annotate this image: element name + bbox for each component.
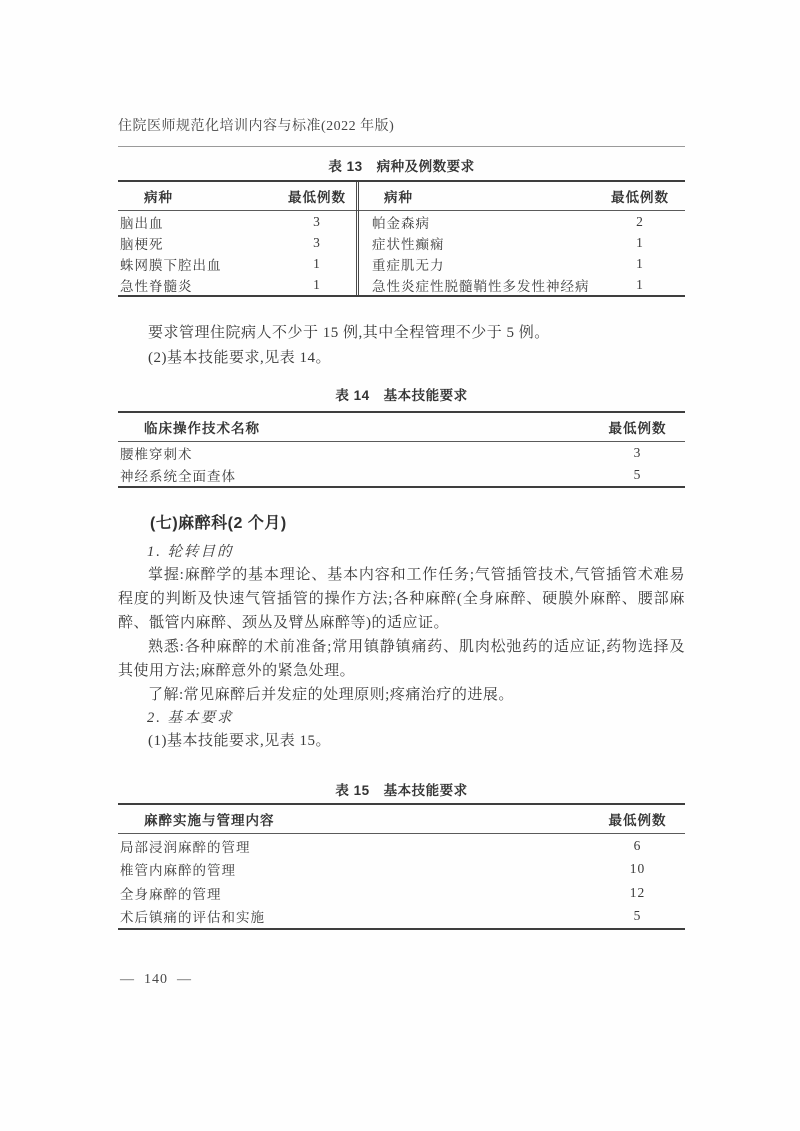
table14-header-min: 最低例数 — [608, 421, 667, 436]
paragraph-understand: 了解:常见麻醉后并发症的处理原则;疼痛治疗的进展。 — [148, 687, 514, 703]
table-row — [118, 442, 685, 464]
table13-header-min-right: 最低例数 — [611, 190, 669, 205]
table14-header-row — [118, 413, 685, 442]
disease-cell: 急性脊髓炎 — [120, 278, 193, 294]
table15-header-content: 麻醉实施与管理内容 — [144, 813, 275, 828]
table-row — [118, 834, 685, 858]
anesthesia-content-cell: 全身麻醉的管理 — [120, 886, 222, 902]
paragraph-management-requirement: 要求管理住院病人不少于 15 例,其中全程管理不少于 5 例。 — [148, 325, 550, 341]
section-item-basic-requirements: 2. 基本要求 — [147, 710, 234, 726]
anesthesia-content-cell: 局部浸润麻醉的管理 — [120, 839, 251, 855]
min-cases-cell: 3 — [313, 213, 321, 229]
table-row — [118, 464, 685, 486]
anesthesia-content-cell: 椎管内麻醉的管理 — [120, 863, 236, 879]
disease-cell: 帕金森病 — [372, 215, 430, 231]
table14-header-skill: 临床操作技术名称 — [144, 421, 260, 436]
table13-title — [118, 156, 685, 178]
table13 — [118, 180, 685, 297]
table-row — [118, 905, 685, 929]
min-cases-cell: 1 — [636, 234, 644, 250]
table13-header-row — [118, 182, 685, 211]
min-cases-cell: 1 — [313, 276, 321, 292]
table14-label: 表 14 — [335, 388, 370, 403]
table13-label: 表 13 — [328, 159, 363, 174]
footer-dash-right: — — [177, 972, 192, 987]
table14-title — [118, 385, 685, 407]
table-row — [118, 881, 685, 905]
skill-cell: 腰椎穿刺术 — [120, 447, 193, 462]
disease-cell: 重症肌无力 — [372, 257, 445, 273]
table-row — [118, 211, 685, 232]
table-row — [118, 858, 685, 882]
disease-cell: 症状性癫痫 — [372, 236, 445, 252]
table13-header-disease-right: 病种 — [384, 190, 413, 205]
min-cases-cell: 5 — [633, 467, 642, 482]
table-row — [118, 232, 685, 253]
min-cases-cell: 1 — [636, 276, 644, 292]
min-cases-cell: 6 — [633, 837, 642, 853]
section-item-rotation-purpose: 1. 轮转目的 — [147, 544, 234, 560]
paragraph-see-table14: (2)基本技能要求,见表 14。 — [148, 350, 331, 366]
table-row — [118, 253, 685, 274]
min-cases-cell: 5 — [633, 908, 642, 924]
min-cases-cell: 2 — [636, 213, 644, 229]
table15 — [118, 803, 685, 930]
page-number: 140 — [144, 972, 168, 987]
page-footer — [120, 972, 192, 988]
anesthesia-content-cell: 术后镇痛的评估和实施 — [120, 910, 265, 926]
paragraph-master: 掌握:麻醉学的基本理论、基本内容和工作任务;气管插管技术,气管插管术难易程度的判断及快速气管插管的操作方法;各种麻醉(全身麻醉、硬膜外麻醉、腰部麻醉、骶管内麻醉、颈丛及臂丛麻醉等)的适应证。 — [118, 567, 685, 631]
min-cases-cell: 10 — [629, 861, 646, 877]
paragraph-see-table15: (1)基本技能要求,见表 15。 — [148, 733, 331, 749]
table15-label: 表 15 — [335, 783, 370, 798]
table13-name: 病种及例数要求 — [376, 159, 475, 174]
table15-header-row — [118, 805, 685, 834]
min-cases-cell: 12 — [629, 884, 646, 900]
paragraph-familiar: 熟悉:各种麻醉的术前准备;常用镇静镇痛药、肌肉松弛药的适应证,药物选择及其使用方法;麻醉意外的紧急处理。 — [118, 639, 685, 679]
table13-header-disease-left: 病种 — [144, 190, 173, 205]
min-cases-cell: 3 — [313, 234, 321, 250]
running-header: 住院医师规范化培训内容与标准(2022 年版) — [118, 116, 685, 147]
table-row — [118, 274, 685, 295]
table14-name: 基本技能要求 — [383, 388, 468, 403]
table13-header-min-left: 最低例数 — [288, 190, 346, 205]
disease-cell: 急性炎症性脱髓鞘性多发性神经病 — [372, 278, 590, 294]
table15-header-min: 最低例数 — [608, 813, 667, 828]
min-cases-cell: 3 — [633, 445, 642, 460]
table13-column-divider — [356, 182, 359, 295]
table15-name: 基本技能要求 — [383, 783, 468, 798]
min-cases-cell: 1 — [636, 255, 644, 271]
footer-dash-left: — — [120, 972, 135, 987]
section-heading-anesthesiology: (七)麻醉科(2 个月) — [150, 515, 287, 532]
min-cases-cell: 1 — [313, 255, 321, 271]
disease-cell: 脑梗死 — [120, 236, 164, 252]
table15-title — [118, 780, 685, 802]
disease-cell: 脑出血 — [120, 215, 164, 231]
page-content — [118, 116, 685, 930]
table14 — [118, 411, 685, 488]
skill-cell: 神经系统全面查体 — [120, 469, 236, 484]
disease-cell: 蛛网膜下腔出血 — [120, 257, 222, 273]
